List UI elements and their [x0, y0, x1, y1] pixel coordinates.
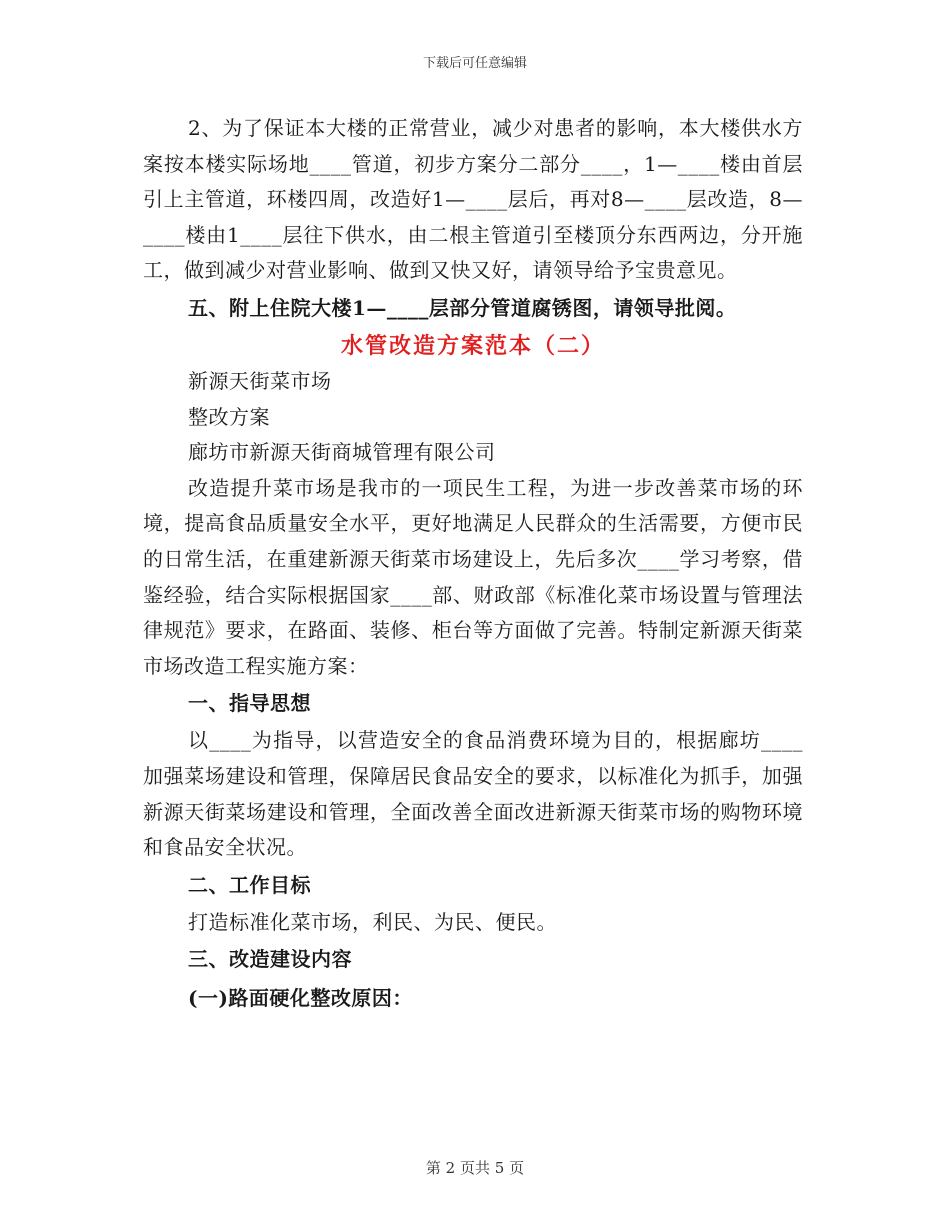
paragraph-guiding: 以____为指导，以营造安全的食品消费环境为目的，根据廊坊____加强菜场建设和管理，保障居民食品安全的要求，以标准化为抓手，加强新源天街菜场建设和管理，全面改善全面改进新源天街菜市场的购物环境和食品安全状况。 [143, 728, 803, 860]
heading-guiding-thought: 一、指导思想 [188, 691, 311, 716]
plan-label: 整改方案 [188, 404, 270, 429]
heading-work-goal: 二、工作目标 [188, 872, 311, 897]
paragraph-goal: 打造标准化菜市场，利民、为民、便民。 [188, 909, 557, 934]
section-title: 水管改造方案范本（二） [340, 332, 605, 359]
page-header: 下载后可任意编辑 [422, 56, 527, 71]
document-body [143, 111, 803, 1018]
paragraph-water-plan: 2、为了保证本大楼的正常营业，减少对患者的影响，本大楼供水方案按本楼实际场地____管道，初步方案分二部分____，1—____楼由首层引上主管道，环楼四周，改造好1—____层后，再对8—____层改造，8—____楼由1____层往下供水，由二根主管道引至楼顶分东西两边，分开施工，做到减少对营业影响、做到又快又好，请领导给予宝贵意见。 [143, 116, 803, 283]
page-footer: 第 2 页共 5 页 [425, 1159, 525, 1177]
attachment-line: 五、附上住院大楼1—____层部分管道腐锈图，请领导批阅。 [188, 295, 737, 320]
heading-construction-content: 三、改造建设内容 [188, 947, 352, 972]
company-name: 廊坊市新源天街商城管理有限公司 [188, 440, 496, 465]
heading-road-hardening: (一)路面硬化整改原因： [188, 986, 413, 1011]
paragraph-intro: 改造提升菜市场是我市的一项民生工程，为进一步改善菜市场的环境，提高食品质量安全水平，更好地满足人民群众的生活需要，方便市民的日常生活，在重建新源天街菜市场建设上，先后多次____学习考察，借鉴经验，结合实际根据国家____部、财政部《标准化菜市场设置与管理法律规范》要求，在路面、装修、柜台等方面做了完善。特制定新源天街菜市场改造工程实施方案： [143, 475, 803, 678]
market-name: 新源天街菜市场 [188, 368, 332, 393]
